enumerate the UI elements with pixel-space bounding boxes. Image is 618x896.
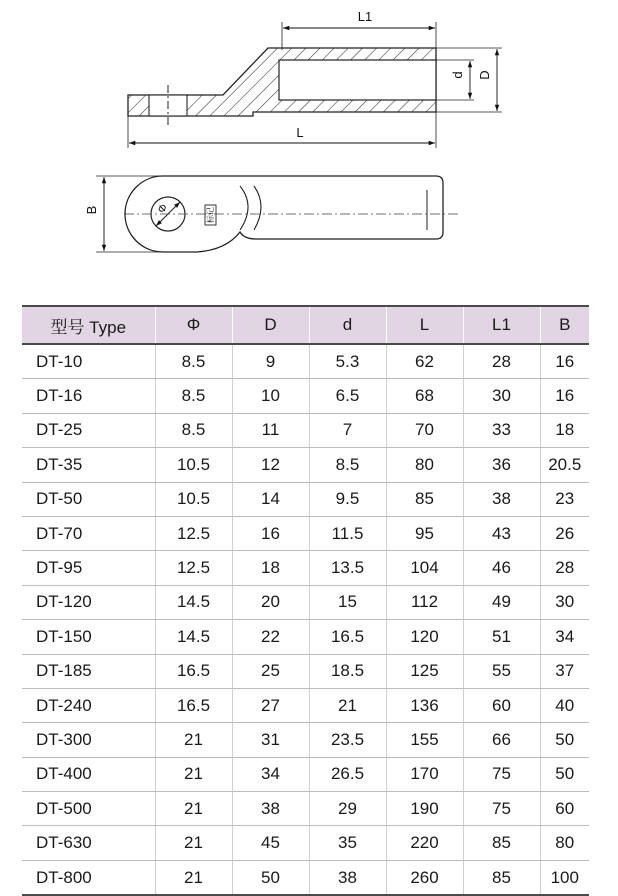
cell-B: 16	[540, 344, 589, 379]
cell-type: DT-10	[22, 344, 155, 379]
cell-L1: 38	[463, 482, 540, 516]
side-section-view	[128, 9, 502, 148]
cell-type: DT-400	[22, 757, 155, 791]
header-B: B	[540, 306, 589, 344]
cell-type: DT-16	[22, 379, 155, 413]
cell-type: DT-35	[22, 448, 155, 482]
cell-d: 29	[309, 792, 386, 826]
table-row	[22, 688, 589, 722]
cell-d: 21	[309, 688, 386, 722]
cell-L1: 85	[463, 860, 540, 895]
cell-L1: 55	[463, 654, 540, 688]
cell-d: 6.5	[309, 379, 386, 413]
cell-L1: 28	[463, 344, 540, 379]
phi-label: Φ	[155, 201, 171, 217]
cell-D: 34	[232, 757, 309, 791]
dim-d-label: d	[450, 71, 465, 79]
cell-phi: 21	[155, 757, 232, 791]
cell-D: 25	[232, 654, 309, 688]
cell-L: 95	[386, 516, 463, 550]
cell-B: 18	[540, 413, 589, 447]
cell-L: 70	[386, 413, 463, 447]
cell-d: 9.5	[309, 482, 386, 516]
cell-L: 68	[386, 379, 463, 413]
cell-L: 155	[386, 723, 463, 757]
cell-L: 112	[386, 585, 463, 619]
marking-label: 标记	[206, 207, 215, 223]
cell-d: 23.5	[309, 723, 386, 757]
cell-D: 38	[232, 792, 309, 826]
cell-L: 104	[386, 551, 463, 585]
cell-B: 37	[540, 654, 589, 688]
cell-type: DT-120	[22, 585, 155, 619]
header-D: D	[232, 306, 309, 344]
technical-drawing	[0, 0, 618, 300]
header-phi: Φ	[155, 306, 232, 344]
table-row	[22, 448, 589, 482]
cell-d: 11.5	[309, 516, 386, 550]
cell-phi: 8.5	[155, 379, 232, 413]
cell-type: DT-800	[22, 860, 155, 895]
cell-B: 23	[540, 482, 589, 516]
cell-B: 100	[540, 860, 589, 895]
cell-L: 120	[386, 620, 463, 654]
cell-phi: 21	[155, 792, 232, 826]
cell-D: 18	[232, 551, 309, 585]
cell-D: 16	[232, 516, 309, 550]
cell-phi: 10.5	[155, 482, 232, 516]
cell-d: 15	[309, 585, 386, 619]
cell-B: 30	[540, 585, 589, 619]
cell-L: 170	[386, 757, 463, 791]
table-row	[22, 516, 589, 550]
cell-B: 80	[540, 826, 589, 860]
cell-phi: 8.5	[155, 344, 232, 379]
cell-d: 35	[309, 826, 386, 860]
cell-L1: 51	[463, 620, 540, 654]
cell-type: DT-50	[22, 482, 155, 516]
cell-B: 60	[540, 792, 589, 826]
cell-L1: 49	[463, 585, 540, 619]
cell-L1: 66	[463, 723, 540, 757]
specification-table	[22, 305, 589, 896]
cell-L: 85	[386, 482, 463, 516]
header-L: L	[386, 306, 463, 344]
cell-d: 13.5	[309, 551, 386, 585]
cell-L: 125	[386, 654, 463, 688]
cell-D: 12	[232, 448, 309, 482]
cell-phi: 12.5	[155, 516, 232, 550]
cell-D: 27	[232, 688, 309, 722]
header-type: 型号 Type	[22, 306, 155, 344]
cell-D: 9	[232, 344, 309, 379]
cell-D: 20	[232, 585, 309, 619]
cell-d: 16.5	[309, 620, 386, 654]
cell-type: DT-630	[22, 826, 155, 860]
barrel-bore	[279, 60, 436, 100]
cell-D: 10	[232, 379, 309, 413]
cell-L: 62	[386, 344, 463, 379]
cell-type: DT-185	[22, 654, 155, 688]
cell-phi: 16.5	[155, 688, 232, 722]
cell-d: 8.5	[309, 448, 386, 482]
cell-d: 5.3	[309, 344, 386, 379]
table-row	[22, 413, 589, 447]
cell-L1: 33	[463, 413, 540, 447]
cell-B: 50	[540, 723, 589, 757]
cell-L1: 43	[463, 516, 540, 550]
cell-phi: 21	[155, 826, 232, 860]
table-header-row	[22, 306, 589, 344]
table-row	[22, 344, 589, 379]
cell-B: 34	[540, 620, 589, 654]
cell-d: 7	[309, 413, 386, 447]
cell-type: DT-95	[22, 551, 155, 585]
table-row	[22, 757, 589, 791]
cell-L1: 75	[463, 792, 540, 826]
cell-D: 14	[232, 482, 309, 516]
cell-D: 31	[232, 723, 309, 757]
cell-B: 40	[540, 688, 589, 722]
cell-D: 50	[232, 860, 309, 895]
header-L1: L1	[463, 306, 540, 344]
cell-type: DT-150	[22, 620, 155, 654]
cell-L1: 85	[463, 826, 540, 860]
cell-L1: 75	[463, 757, 540, 791]
cell-phi: 14.5	[155, 585, 232, 619]
cell-L: 136	[386, 688, 463, 722]
header-d: d	[309, 306, 386, 344]
dim-B-label: B	[84, 205, 99, 215]
cell-L: 220	[386, 826, 463, 860]
cell-type: DT-25	[22, 413, 155, 447]
cell-phi: 21	[155, 860, 232, 895]
table-row	[22, 792, 589, 826]
cell-B: 50	[540, 757, 589, 791]
cell-type: DT-300	[22, 723, 155, 757]
cell-L: 80	[386, 448, 463, 482]
table-row	[22, 585, 589, 619]
cell-L1: 60	[463, 688, 540, 722]
cell-B: 28	[540, 551, 589, 585]
dim-L-label: L	[296, 125, 304, 140]
cell-d: 26.5	[309, 757, 386, 791]
top-view	[84, 176, 458, 252]
table-row	[22, 860, 589, 895]
cell-L: 190	[386, 792, 463, 826]
table-row	[22, 723, 589, 757]
cell-phi: 10.5	[155, 448, 232, 482]
cell-d: 38	[309, 860, 386, 895]
cell-B: 16	[540, 379, 589, 413]
cell-phi: 16.5	[155, 654, 232, 688]
cell-phi: 21	[155, 723, 232, 757]
cell-B: 26	[540, 516, 589, 550]
table-row	[22, 620, 589, 654]
table-row	[22, 551, 589, 585]
table-row	[22, 826, 589, 860]
dim-L1-label: L1	[357, 9, 373, 24]
table-row	[22, 482, 589, 516]
cell-d: 18.5	[309, 654, 386, 688]
cell-D: 11	[232, 413, 309, 447]
cell-type: DT-70	[22, 516, 155, 550]
cell-phi: 8.5	[155, 413, 232, 447]
table-row	[22, 654, 589, 688]
cell-L: 260	[386, 860, 463, 895]
cell-type: DT-240	[22, 688, 155, 722]
cell-B: 20.5	[540, 448, 589, 482]
table-row	[22, 379, 589, 413]
dim-D-label: D	[477, 70, 492, 80]
cell-L1: 36	[463, 448, 540, 482]
cell-phi: 14.5	[155, 620, 232, 654]
cell-L1: 30	[463, 379, 540, 413]
cell-L1: 46	[463, 551, 540, 585]
cell-D: 22	[232, 620, 309, 654]
cell-D: 45	[232, 826, 309, 860]
cell-phi: 12.5	[155, 551, 232, 585]
cell-type: DT-500	[22, 792, 155, 826]
